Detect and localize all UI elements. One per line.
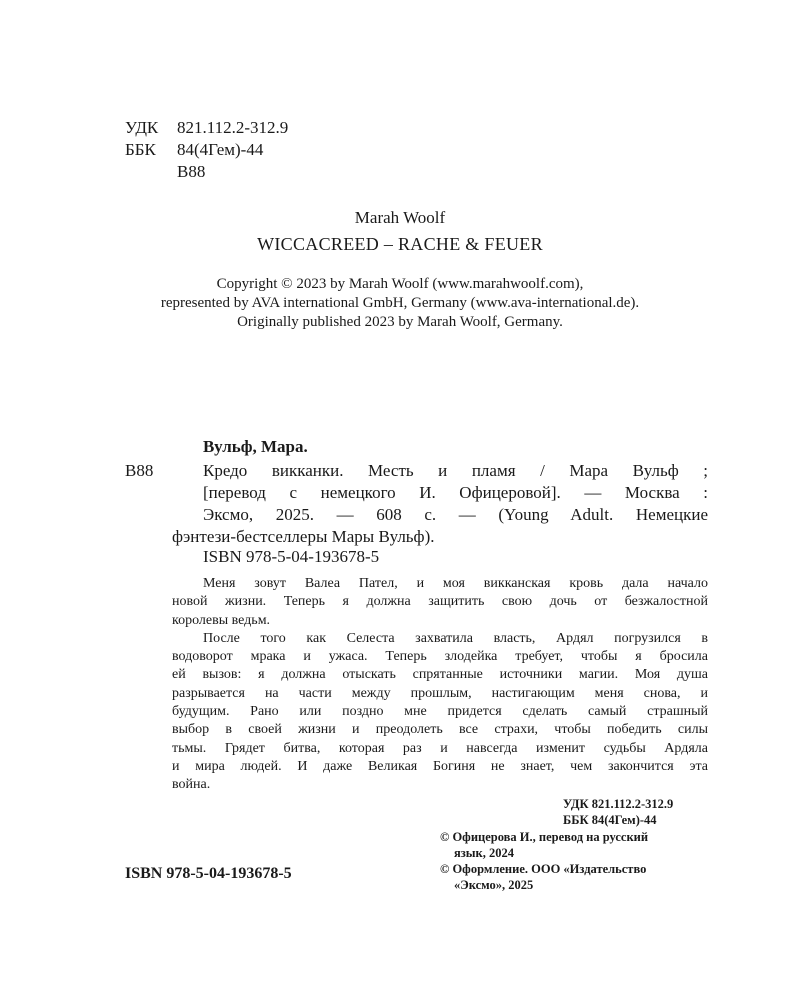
catalog-line: Эксмо, 2025. — 608 с. — (Young Adult. Немецкие [203, 505, 708, 524]
annotation-line: После того как Селеста захватила власть, Ардял погрузился в [203, 630, 708, 646]
annotation-line: война. [172, 777, 211, 793]
copyright-line: Copyright © 2023 by Marah Woolf (www.marahwoolf.com), [216, 276, 584, 292]
credit-translation: © Офицерова И., перевод на русский [440, 830, 649, 844]
annotation-line: водоворот мрака и ужаса. Теперь злодейка требует, чтобы я бросила [172, 649, 708, 665]
copyright-line: represented by AVA international GmbH, Germany (www.ava-international.de). [160, 295, 640, 311]
copyright-block [0, 275, 800, 332]
credit-design: © Оформление. ООО «Издательство [440, 862, 647, 876]
catalog-isbn: ISBN 978-5-04-193678-5 [203, 547, 380, 566]
annotation-line: тьмы. Грядет битва, которая раз и навсегда изменит судьбы Ардяла [172, 740, 708, 756]
annotation-line: новой жизни. Теперь я должна защитить свою дочь от безжалостной [172, 594, 708, 610]
bbk-value: 84(4Гем)-44 [177, 140, 264, 159]
copyright-line: Originally published 2023 by Marah Woolf, Germany. [237, 314, 563, 330]
annotation-line: и мира людей. И даже Великая Богиня не знает, чем закончится эта [172, 758, 708, 774]
catalog-line-last: фэнтези-бестселлеры Мары Вульф). [172, 527, 435, 546]
catalog-mark: В88 [125, 461, 154, 480]
annotation-line: Меня зовут Валеа Пател, и моя викканская кровь дала начало [203, 576, 708, 591]
annotation-line: выбор в своей жизни и преодолеть все страхи, чтобы победить силы [172, 722, 708, 738]
footer-isbn: ISBN 978-5-04-193678-5 [125, 865, 292, 882]
annotation-line: королевы ведьм. [172, 612, 271, 628]
catalog-description [203, 460, 708, 526]
bbk-label: ББК [125, 140, 156, 159]
credit-translation-year: язык, 2024 [454, 846, 514, 860]
original-title: WICCACREED – RACHE & FEUER [257, 234, 543, 254]
classification-block [125, 117, 345, 183]
annotation-line: ей вызов: я должна отыскать спрятанные источники магии. Моя душа [172, 667, 708, 683]
annotation [172, 575, 708, 795]
catalog-line: Кредо викканки. Месть и пламя / Мара Вульф ; [203, 461, 708, 480]
bottom-bbk: ББК 84(4Гем)-44 [563, 812, 657, 827]
catalog-line: [перевод с немецкого И. Офицеровой]. — Москва : [203, 483, 708, 502]
udk-label: УДК [125, 118, 159, 137]
annotation-line: будущим. Рано или поздно мне придется сделать самый страшный [172, 704, 708, 720]
author-mark: В88 [177, 162, 206, 181]
annotation-line: разрывается на части между прошлым, настигающим меня снова, и [172, 685, 708, 701]
bottom-udk: УДК 821.112.2-312.9 [563, 797, 674, 811]
udk-value: 821.112.2-312.9 [177, 118, 289, 137]
credits-block [440, 829, 648, 893]
original-author: Marah Woolf [354, 208, 446, 227]
credit-design-year: «Эксмо», 2025 [454, 878, 534, 892]
bottom-codes [563, 797, 673, 828]
catalog-heading: Вульф, Мара. [203, 437, 308, 456]
